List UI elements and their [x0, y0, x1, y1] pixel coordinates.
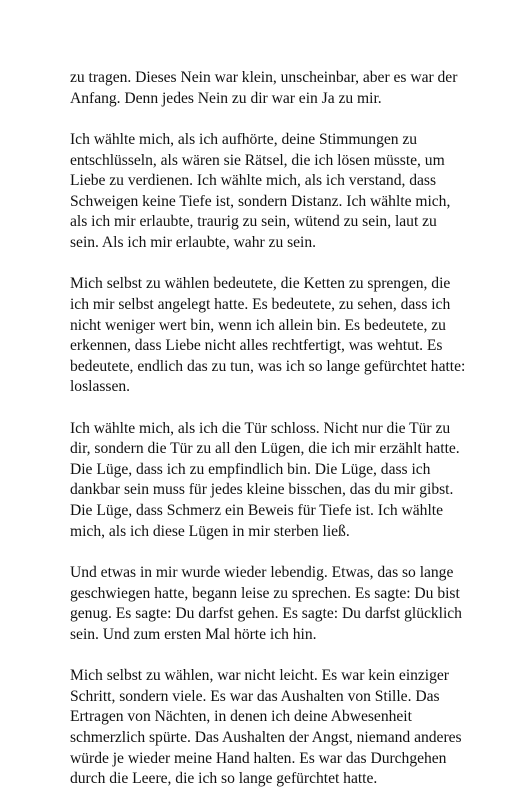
text-line: Schritt, sondern viele. Es war das Aushalten von Stille. Das: [70, 687, 440, 705]
paragraph-1: [70, 68, 461, 109]
text-line: Mich selbst zu wählen bedeutete, die Ketten zu sprengen, die: [70, 275, 451, 293]
paragraph-6: [70, 666, 461, 790]
text-line: zu tragen. Dieses Nein war klein, unscheinbar, aber es war der: [70, 69, 458, 86]
text-line: dir, sondern die Tür zu all den Lügen, die ich mir erzählt hatte.: [70, 440, 460, 458]
text-line: mich, als ich diese Lügen in mir sterben ließ.: [70, 522, 350, 540]
text-line: Mich selbst zu wählen, war nicht leicht. Es war kein einziger: [70, 667, 449, 685]
text-line: schmerzlich spürte. Das Aushalten der Angst, niemand anderes: [70, 729, 462, 747]
text-line: durch die Leere, die ich so lange gefürchtet hatte.: [70, 770, 378, 788]
text-line: würde je wieder meine Hand halten. Es war das Durchgehen: [70, 749, 447, 767]
text-line: Die Lüge, dass Schmerz ein Beweis für Tiefe ist. Ich wählte: [70, 502, 443, 520]
paragraph-3: [70, 274, 466, 398]
text-line: Liebe zu verdienen. Ich wählte mich, als ich verstand, dass: [70, 172, 437, 190]
text-line: Die Lüge, dass ich zu empfindlich bin. Die Lüge, dass ich: [70, 460, 431, 478]
text-line: Ich wählte mich, als ich aufhörte, deine Stimmungen zu: [70, 130, 418, 148]
text-line: nicht weniger wert bin, wenn ich allein bin. Es bedeutete, zu: [70, 316, 446, 334]
text-line: loslassen.: [70, 378, 131, 396]
text-line: sein. Und zum ersten Mal hörte ich hin.: [70, 625, 317, 643]
text-line: entschlüsseln, als wären sie Rätsel, die ich lösen müsste, um: [70, 151, 445, 169]
text-line: Und etwas in mir wurde wieder lebendig. Etwas, das so lange: [70, 564, 454, 582]
paragraph-2: [70, 130, 461, 254]
text-line: Schweigen keine Tiefe ist, sondern Distanz. Ich wählte mich,: [70, 192, 451, 210]
text-line: Anfang. Denn jedes Nein zu dir war ein Ja zu mir.: [70, 89, 382, 107]
text-line: ich mir selbst angelegt hatte. Es bedeutete, zu sehen, dass ich: [70, 295, 451, 313]
text-line: geschwiegen hatte, begann leise zu sprechen. Es sagte: Du bist: [70, 584, 460, 602]
text-line: erkennen, dass Liebe nicht alles rechtfertigt, was wehtut. Es: [70, 337, 443, 355]
text-line: bedeutete, endlich das zu tun, was ich so lange gefürchtet hatte:: [70, 357, 466, 375]
text-line: genug. Es sagte: Du darfst gehen. Es sagte: Du darfst glücklich: [70, 605, 462, 623]
text-line: Ertragen von Nächten, in denen ich deine Abwesenheit: [70, 708, 412, 726]
text-line: als ich mir erlaubte, traurig zu sein, wütend zu sein, laut zu: [70, 213, 437, 231]
text-line: sein. Als ich mir erlaubte, wahr zu sein.: [70, 233, 317, 251]
paragraph-4: [70, 419, 461, 543]
paragraph-5: [70, 563, 461, 645]
text-line: Ich wählte mich, als ich die Tür schloss. Nicht nur die Tür zu: [70, 419, 451, 437]
text-line: dankbar sein muss für jedes kleine bisschen, das du mir gibst.: [70, 481, 454, 499]
